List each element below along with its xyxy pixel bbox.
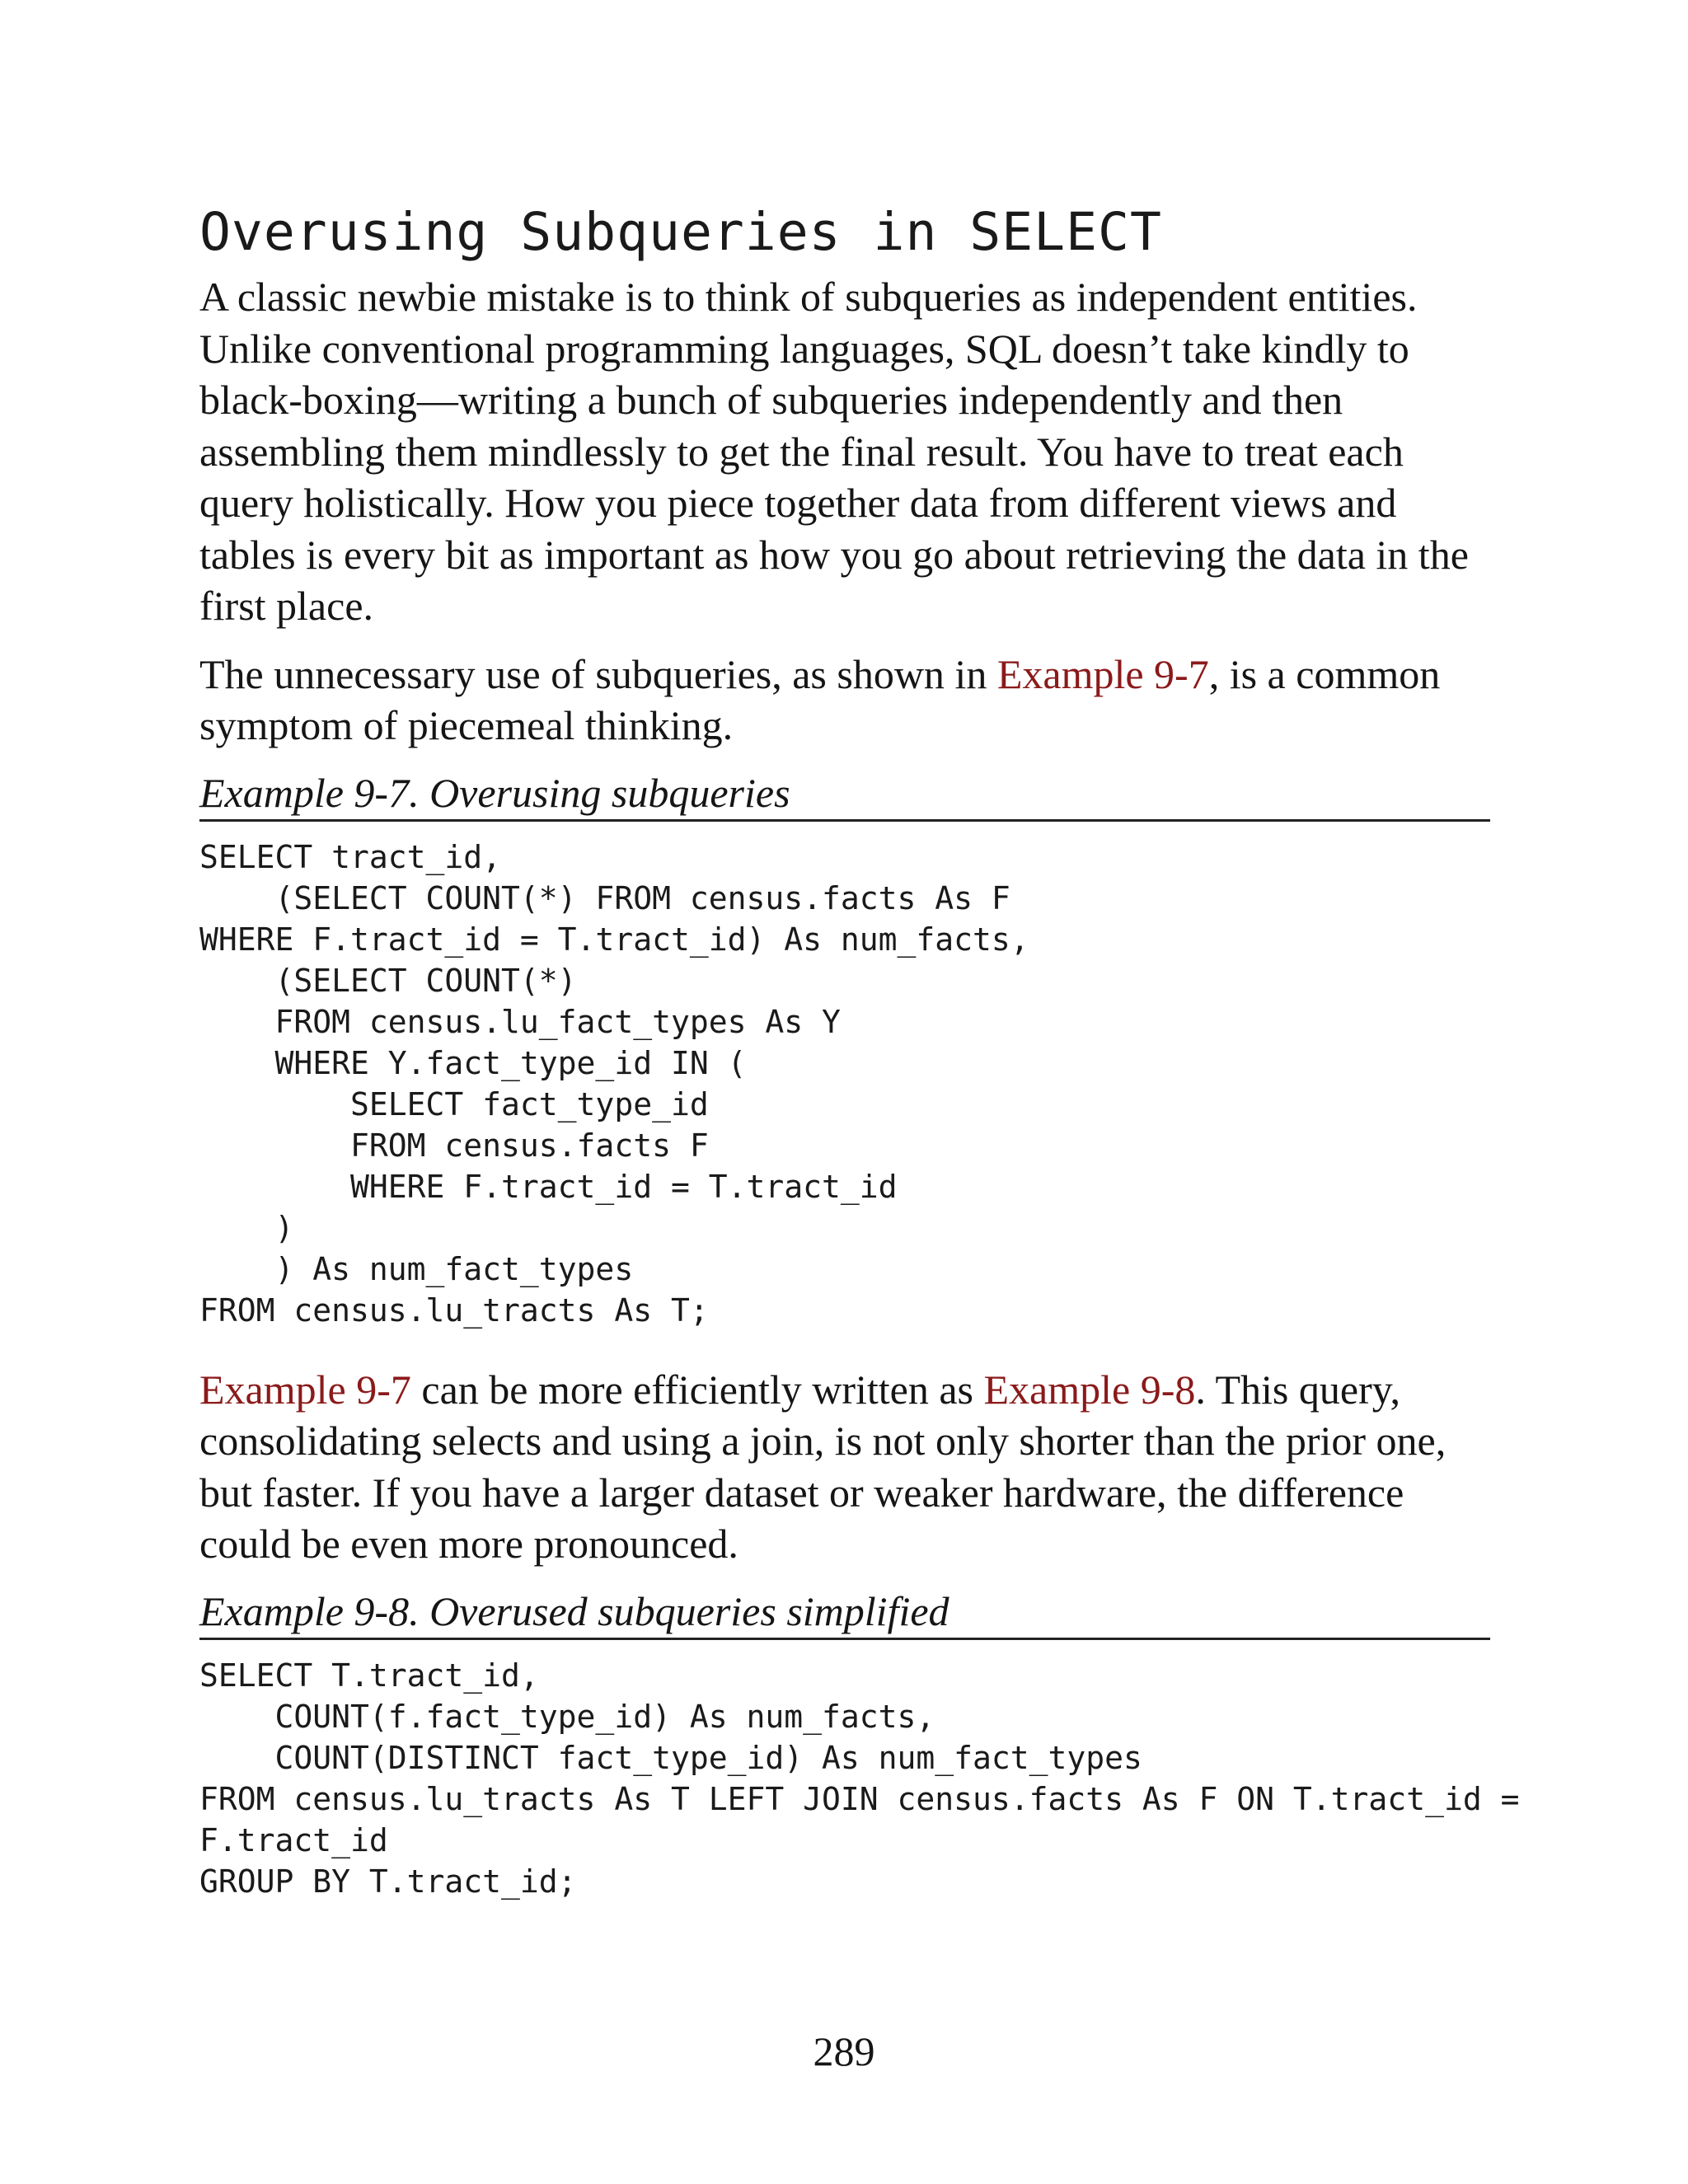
example-reference-paragraph	[199, 649, 1490, 752]
example-9-7-code: SELECT tract_id, (SELECT COUNT(*) FROM census.facts As F WHERE F.tract_id = T.tract_id) As num_facts, (SELECT COUNT(*) FROM census.lu_fact_types As Y WHERE Y.fact_type_id IN ( SELECT fact_type_id FROM census.facts F WHERE F.tract_id = T.tract_id ) ) As num_fact_types FROM census.lu_tracts As T;	[199, 838, 1029, 1329]
paragraph-text: The unnecessary use of subqueries, as shown in	[199, 650, 997, 697]
paragraph-text: , is a common symptom of piecemeal thinking.	[199, 650, 1441, 748]
intro-paragraph: A classic newbie mistake is to think of subqueries as independent entities. Unlike conventional programming languages, SQL doesn’t take kindly to black-boxing—writing a bunch of subqueries independently and then assembling them mindlessly to get the final result. You have to treat each query holistically. How you piece together data from different views and tables is every bit as important as how you go about retrieving the data in the first place.	[199, 274, 1469, 629]
page-content	[199, 190, 1520, 1902]
example-9-7-link[interactable]: Example 9-7	[199, 1366, 411, 1413]
example-9-7-link[interactable]: Example 9-7	[996, 650, 1209, 697]
section-title: Overusing Subqueries in SELECT	[199, 202, 1162, 262]
page-number: 289	[813, 2028, 875, 2074]
example-9-7-caption: Example 9-7. Overusing subqueries	[199, 768, 1490, 822]
comparison-paragraph	[199, 1364, 1490, 1570]
example-9-8-caption: Example 9-8. Overused subqueries simplified	[199, 1586, 1490, 1640]
example-9-8-code: SELECT T.tract_id, COUNT(f.fact_type_id) As num_facts, COUNT(DISTINCT fact_type_id) As num_fact_types FROM census.lu_tracts As T LEFT JOIN census.facts As F ON T.tract_id = F.tract_id GROUP BY T.tract_id;	[199, 1657, 1520, 1900]
example-9-8-link[interactable]: Example 9-8	[983, 1366, 1196, 1413]
paragraph-text: can be more efficiently written as	[410, 1366, 984, 1413]
paragraph-text: . This query, consolidating selects and using a join, is not only shorter than the prior one, but faster. If you have a larger dataset or weaker hardware, the difference could be even more pronounced.	[199, 1366, 1447, 1567]
spacer	[199, 1331, 1490, 1364]
